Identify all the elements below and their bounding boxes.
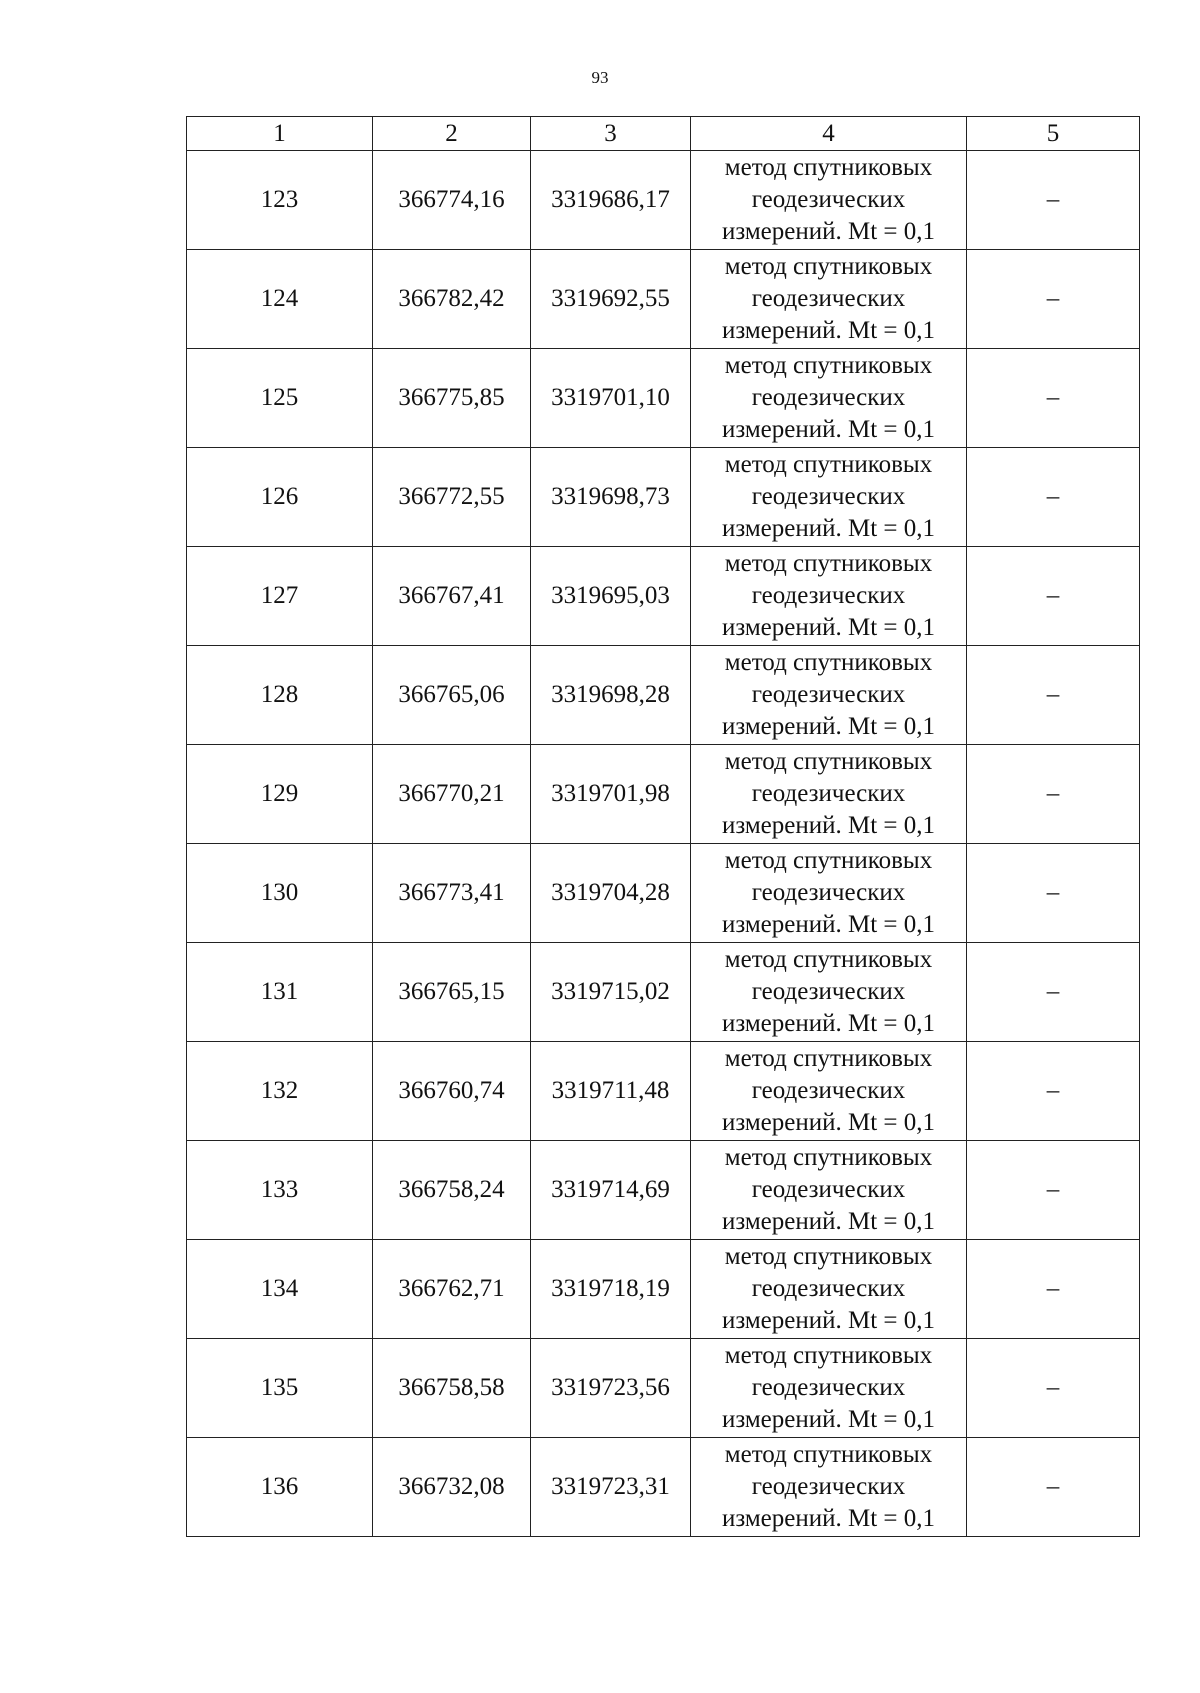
method-cell: метод спутниковых геодезических измерений. Mt = 0,1 <box>691 349 967 448</box>
column-header-2: 2 <box>373 117 531 151</box>
note-cell: – <box>967 1042 1140 1141</box>
method-cell: метод спутниковых геодезических измерений. Mt = 0,1 <box>691 250 967 349</box>
y-coordinate-cell: 3319701,10 <box>531 349 691 448</box>
x-coordinate-cell: 366774,16 <box>373 151 531 250</box>
table-row <box>187 151 1140 250</box>
note-cell: – <box>967 646 1140 745</box>
column-header-1: 1 <box>187 117 373 151</box>
point-number-cell: 125 <box>187 349 373 448</box>
x-coordinate-cell: 366773,41 <box>373 844 531 943</box>
note-cell: – <box>967 349 1140 448</box>
column-header-3: 3 <box>531 117 691 151</box>
y-coordinate-cell: 3319692,55 <box>531 250 691 349</box>
note-cell: – <box>967 250 1140 349</box>
note-cell: – <box>967 448 1140 547</box>
x-coordinate-cell: 366765,15 <box>373 943 531 1042</box>
note-cell: – <box>967 151 1140 250</box>
note-cell: – <box>967 745 1140 844</box>
x-coordinate-cell: 366732,08 <box>373 1438 531 1537</box>
note-cell: – <box>967 943 1140 1042</box>
method-cell: метод спутниковых геодезических измерений. Mt = 0,1 <box>691 547 967 646</box>
note-cell: – <box>967 1438 1140 1537</box>
y-coordinate-cell: 3319723,31 <box>531 1438 691 1537</box>
method-cell: метод спутниковых геодезических измерений. Mt = 0,1 <box>691 943 967 1042</box>
method-cell: метод спутниковых геодезических измерений. Mt = 0,1 <box>691 745 967 844</box>
table-row <box>187 1042 1140 1141</box>
header-row <box>187 117 1140 151</box>
table-row <box>187 448 1140 547</box>
y-coordinate-cell: 3319711,48 <box>531 1042 691 1141</box>
point-number-cell: 131 <box>187 943 373 1042</box>
note-cell: – <box>967 1240 1140 1339</box>
table-row <box>187 943 1140 1042</box>
method-cell: метод спутниковых геодезических измерений. Mt = 0,1 <box>691 1141 967 1240</box>
table-row <box>187 547 1140 646</box>
point-number-cell: 133 <box>187 1141 373 1240</box>
table-row <box>187 1240 1140 1339</box>
note-cell: – <box>967 1339 1140 1438</box>
table-row <box>187 844 1140 943</box>
table-body <box>187 151 1140 1537</box>
note-cell: – <box>967 844 1140 943</box>
y-coordinate-cell: 3319698,28 <box>531 646 691 745</box>
table-row <box>187 1141 1140 1240</box>
method-cell: метод спутниковых геодезических измерений. Mt = 0,1 <box>691 1438 967 1537</box>
table-row <box>187 1339 1140 1438</box>
x-coordinate-cell: 366765,06 <box>373 646 531 745</box>
point-number-cell: 135 <box>187 1339 373 1438</box>
point-number-cell: 128 <box>187 646 373 745</box>
y-coordinate-cell: 3319686,17 <box>531 151 691 250</box>
point-number-cell: 132 <box>187 1042 373 1141</box>
method-cell: метод спутниковых геодезических измерений. Mt = 0,1 <box>691 1339 967 1438</box>
x-coordinate-cell: 366770,21 <box>373 745 531 844</box>
x-coordinate-cell: 366775,85 <box>373 349 531 448</box>
y-coordinate-cell: 3319718,19 <box>531 1240 691 1339</box>
y-coordinate-cell: 3319695,03 <box>531 547 691 646</box>
point-number-cell: 123 <box>187 151 373 250</box>
table-row <box>187 250 1140 349</box>
note-cell: – <box>967 1141 1140 1240</box>
method-cell: метод спутниковых геодезических измерений. Mt = 0,1 <box>691 448 967 547</box>
point-number-cell: 136 <box>187 1438 373 1537</box>
method-cell: метод спутниковых геодезических измерений. Mt = 0,1 <box>691 1042 967 1141</box>
y-coordinate-cell: 3319701,98 <box>531 745 691 844</box>
method-cell: метод спутниковых геодезических измерений. Mt = 0,1 <box>691 151 967 250</box>
point-number-cell: 130 <box>187 844 373 943</box>
coordinates-table <box>186 116 1140 1537</box>
x-coordinate-cell: 366772,55 <box>373 448 531 547</box>
method-cell: метод спутниковых геодезических измерений. Mt = 0,1 <box>691 1240 967 1339</box>
y-coordinate-cell: 3319723,56 <box>531 1339 691 1438</box>
table-header <box>187 117 1140 151</box>
x-coordinate-cell: 366762,71 <box>373 1240 531 1339</box>
table-row <box>187 646 1140 745</box>
x-coordinate-cell: 366760,74 <box>373 1042 531 1141</box>
point-number-cell: 129 <box>187 745 373 844</box>
note-cell: – <box>967 547 1140 646</box>
column-header-4: 4 <box>691 117 967 151</box>
method-cell: метод спутниковых геодезических измерений. Mt = 0,1 <box>691 844 967 943</box>
y-coordinate-cell: 3319698,73 <box>531 448 691 547</box>
x-coordinate-cell: 366767,41 <box>373 547 531 646</box>
y-coordinate-cell: 3319704,28 <box>531 844 691 943</box>
x-coordinate-cell: 366758,24 <box>373 1141 531 1240</box>
point-number-cell: 134 <box>187 1240 373 1339</box>
column-header-5: 5 <box>967 117 1140 151</box>
y-coordinate-cell: 3319714,69 <box>531 1141 691 1240</box>
point-number-cell: 127 <box>187 547 373 646</box>
x-coordinate-cell: 366782,42 <box>373 250 531 349</box>
method-cell: метод спутниковых геодезических измерений. Mt = 0,1 <box>691 646 967 745</box>
x-coordinate-cell: 366758,58 <box>373 1339 531 1438</box>
y-coordinate-cell: 3319715,02 <box>531 943 691 1042</box>
table-row <box>187 1438 1140 1537</box>
table-row <box>187 745 1140 844</box>
point-number-cell: 126 <box>187 448 373 547</box>
point-number-cell: 124 <box>187 250 373 349</box>
page-number: 93 <box>591 68 609 87</box>
table-row <box>187 349 1140 448</box>
